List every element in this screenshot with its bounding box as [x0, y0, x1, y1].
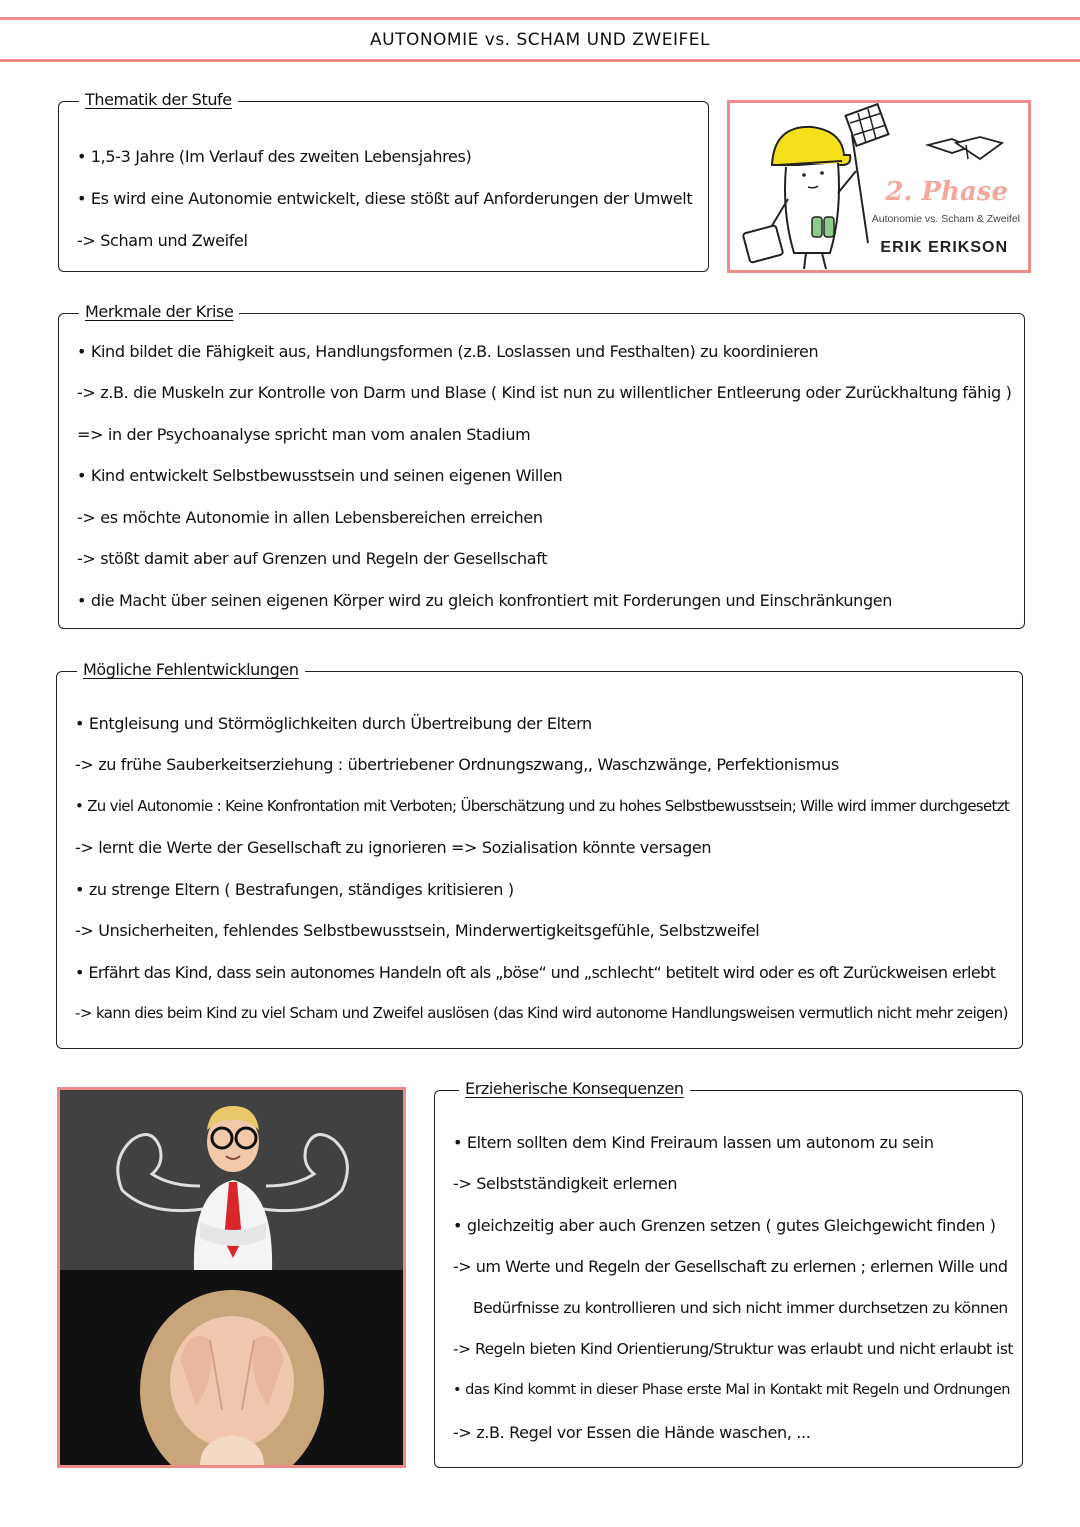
photo-panel — [57, 1087, 406, 1468]
thematik-line-3: -> Scham und Zweifel — [77, 231, 248, 250]
fehlentwicklungen-box — [56, 660, 1023, 1049]
konsequenzen-box — [434, 1079, 1023, 1468]
binoculars-right — [824, 217, 834, 237]
merkmale-line-7: • die Macht über seinen eigenen Körper wird zu gleich konfrontiert mit Forderungen und Einschränkungen — [77, 591, 893, 610]
butterfly-wing-right — [956, 137, 1002, 159]
thematik-line-1: • 1,5-3 Jahre (Im Verlauf des zweiten Lebensjahres) — [77, 147, 472, 166]
phase-subtitle: Autonomie vs. Scham & Zweifel — [871, 213, 1020, 225]
title-rule — [0, 59, 1080, 62]
top-rule — [0, 17, 1080, 20]
konsequenzen-line-1: • Eltern sollten dem Kind Freiraum lassen um autonom zu sein — [453, 1133, 934, 1152]
thematik-heading: Thematik der Stufe — [79, 90, 238, 109]
fehlentwicklungen-line-5: • zu strenge Eltern ( Bestrafungen, ständiges kritisieren ) — [75, 880, 514, 899]
thematik-box — [58, 90, 709, 272]
thematik-line-2: • Es wird eine Autonomie entwickelt, diese stößt auf Anforderungen der Umwelt — [77, 189, 693, 208]
konsequenzen-line-8: -> z.B. Regel vor Essen die Hände waschen, ... — [453, 1423, 811, 1442]
merkmale-box — [58, 302, 1025, 629]
satchel — [743, 225, 784, 263]
fehlentwicklungen-line-7: • Erfährt das Kind, dass sein autonomes Handeln oft als „böse“ und „schlecht“ betitelt wird oder es oft Zurückweisen erlebt — [75, 963, 996, 982]
photo-collage — [60, 1090, 403, 1465]
konsequenzen-line-7: • das Kind kommt in dieser Phase erste Mal in Kontakt mit Regeln und Ordnungen — [453, 1382, 1010, 1398]
fehlentwicklungen-line-2: -> zu frühe Sauberkeitserziehung : übertriebener Ordnungszwang,, Waschzwänge, Perfektionismus — [75, 755, 839, 774]
konsequenzen-line-4: -> um Werte und Regeln der Gesellschaft zu erlernen ; erlernen Wille und — [453, 1257, 1008, 1276]
fehlentwicklungen-line-8: -> kann dies beim Kind zu viel Scham und Zweifel auslösen (das Kind wird autonome Handlungsweisen vermutlich nicht mehr zeigen) — [75, 1004, 1008, 1022]
binoculars-left — [812, 217, 822, 237]
author-name: ERIK ERIKSON — [880, 239, 1008, 256]
konsequenzen-line-6: -> Regeln bieten Kind Orientierung/Struktur was erlaubt und nicht erlaubt ist — [453, 1340, 1013, 1358]
erikson-phase-card — [727, 100, 1031, 273]
konsequenzen-heading: Erzieherische Konsequenzen — [459, 1079, 690, 1098]
fehlentwicklungen-line-6: -> Unsicherheiten, fehlendes Selbstbewusstsein, Minderwertigkeitsgefühle, Selbstzweifel — [75, 921, 760, 940]
konsequenzen-line-2: -> Selbstständigkeit erlernen — [453, 1174, 678, 1193]
merkmale-line-6: -> stößt damit aber auf Grenzen und Regeln der Gesellschaft — [77, 549, 548, 568]
explorer-body — [785, 163, 839, 253]
merkmale-line-4: • Kind entwickelt Selbstbewusstsein und seinen eigenen Willen — [77, 466, 563, 485]
konsequenzen-line-5: Bedürfnisse zu kontrollieren und sich nicht immer durchsetzen zu können — [473, 1299, 1008, 1317]
fehlentwicklungen-line-1: • Entgleisung und Störmöglichkeiten durch Übertreibung der Eltern — [75, 714, 592, 733]
merkmale-heading: Merkmale der Krise — [79, 302, 239, 321]
phase-title: 2. Phase — [885, 177, 1008, 207]
fehlentwicklungen-heading: Mögliche Fehlentwicklungen — [77, 660, 305, 679]
merkmale-line-1: • Kind bildet die Fähigkeit aus, Handlungsformen (z.B. Loslassen und Festhalten) zu koordinieren — [77, 342, 819, 361]
merkmale-line-3: => in der Psychoanalyse spricht man vom analen Stadium — [77, 425, 531, 444]
konsequenzen-line-3: • gleichzeitig aber auch Grenzen setzen ( gutes Gleichgewicht finden ) — [453, 1216, 996, 1235]
page-title: AUTONOMIE vs. SCHAM UND ZWEIFEL — [370, 30, 710, 50]
helmet — [772, 127, 850, 165]
net-handle — [852, 135, 868, 243]
fehlentwicklungen-line-4: -> lernt die Werte der Gesellschaft zu ignorieren => Sozialisation könnte versagen — [75, 838, 712, 857]
fehlentwicklungen-line-3: • Zu viel Autonomie : Keine Konfrontation mit Verboten; Überschätzung und zu hohes Selbstbewusstsein; Wille wird immer durchgesetzt — [75, 797, 1010, 815]
merkmale-line-2: -> z.B. die Muskeln zur Kontrolle von Darm und Blase ( Kind ist nun zu willentlicher Entleerung oder Zurückhaltung fähig ) — [77, 383, 1012, 402]
merkmale-line-5: -> es möchte Autonomie in allen Lebensbereichen erreichen — [77, 508, 543, 527]
